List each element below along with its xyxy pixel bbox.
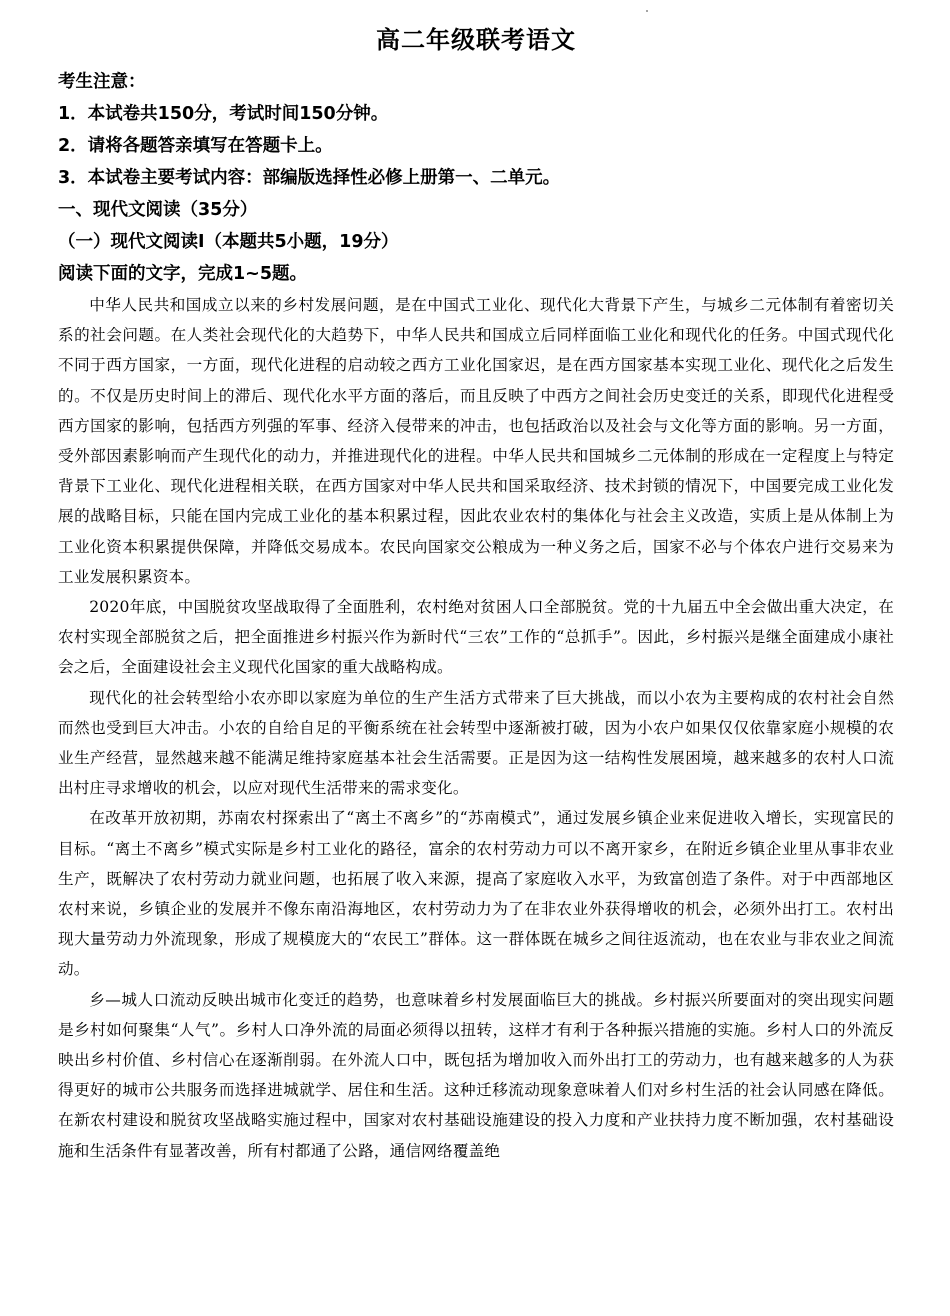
section-instruction: 阅读下面的文字，完成1~5题。: [58, 264, 308, 284]
passage-paragraph-2: 2020年底，中国脱贫攻坚战取得了全面胜利，农村绝对贫困人口全部脱贫。党的十九届五中全会做出重大决定，在农村实现全部脱贫之后，把全面推进乡村振兴作为新时代“三农”工作的“总抓手”。因此，乡村振兴是继全面建成小康社会之后，全面建设社会主义现代化国家的重大战略构成。: [58, 598, 894, 677]
passage-paragraph-5: 乡—城人口流动反映出城市化变迁的趋势，也意味着乡村发展面临巨大的挑战。乡村振兴所要面对的突出现实问题是乡村如何聚集“人气”。乡村人口净外流的局面必须得以扭转，这样才有利于各种振兴措施的实施。乡村人口的外流反映出乡村价值、乡村信心在逐渐削弱。在外流人口中，既包括为增加收入而外出打工的劳动力，也有越来越多的人为获得更好的城市公共服务而选择进城就学、居住和生活。这种迁移流动现象意味着人们对乡村生活的社会认同感在降低。在新农村建设和脱贫攻坚战略实施过程中，国家对农村基础设施建设的投入力度和产业扶持力度不断加强，农村基础设施和生活条件有显著改善，所有村都通了公路，通信网络覆盖绝: [58, 990, 894, 1160]
notice-item-3: 3．本试卷主要考试内容：部编版选择性必修上册第一、二单元。: [58, 168, 561, 188]
notice-item-2: 2．请将各题答亲填写在答题卡上。: [58, 136, 333, 156]
scan-speck: [646, 10, 648, 12]
page-title: 高二年级联考语文: [376, 25, 576, 54]
passage-paragraph-4: 在改革开放初期，苏南农村探索出了“离土不离乡”的“苏南模式”，通过发展乡镇企业来促进收入增长，实现富民的目标。“离土不离乡”模式实际是乡村工业化的路径，富余的农村劳动力可以不离开家乡，在附近乡镇企业里从事非农业生产，既解决了农村劳动力就业问题，也拓展了收入来源，提高了家庭收入水平，为致富创造了条件。对于中西部地区农村来说，乡镇企业的发展并不像东南沿海地区，农村劳动力为了在非农业外获得增收的机会，必须外出打工。农村出现大量劳动力外流现象，形成了规模庞大的“农民工”群体。这一群体既在城乡之间往返流动，也在农业与非农业之间流动。: [58, 809, 894, 979]
exam-page: [58, 22, 894, 1166]
section-subtitle: （一）现代文阅读I（本题共5小题，19分）: [58, 232, 399, 252]
passage-paragraph-3: 现代化的社会转型给小农亦即以家庭为单位的生产生活方式带来了巨大挑战，而以小农为主要构成的农村社会自然而然也受到巨大冲击。小农的自给自足的平衡系统在社会转型中逐渐被打破，因为小农户如果仅仅依靠家庭小规模的农业生产经营，显然越来越不能满足维持家庭基本社会生活需要。正是因为这一结构性发展困境，越来越多的农村人口流出村庄寻求增收的机会，以应对现代生活带来的需求变化。: [58, 688, 894, 798]
notice-heading: 考生注意：: [58, 72, 146, 92]
notice-item-1: 1．本试卷共150分，考试时间150分钟。: [58, 104, 389, 124]
passage-paragraph-1: 中华人民共和国成立以来的乡村发展问题，是在中国式工业化、现代化大背景下产生，与城乡二元体制有着密切关系的社会问题。在人类社会现代化的大趋势下，中华人民共和国成立后同样面临工业化和现代化的任务。中国式现代化不同于西方国家，一方面，现代化进程的启动较之西方工业化国家迟，是在西方国家基本实现工业化、现代化之后发生的。不仅是历史时间上的滞后、现代化水平方面的落后，而且反映了中西方之间社会历史变迁的关系，即现代化进程受西方国家的影响，包括西方列强的军事、经济入侵带来的冲击，也包括政治以及社会与文化等方面的影响。另一方面，受外部因素影响而产生现代化的动力，并推进现代化的进程。中华人民共和国城乡二元体制的形成在一定程度上与特定背景下工业化、现代化进程相关联，在西方国家对中华人民共和国采取经济、技术封锁的情况下，中国要完成工业化发展的战略目标，只能在国内完成工业化的基本积累过程，因此农业农村的集体化与社会主义改造，实质上是从体制上为工业化资本积累提供保障，并降低交易成本。农民向国家交公粮成为一种义务之后，国家不必与个体农户进行交易来为工业发展积累资本。: [58, 296, 894, 586]
section-title: 一、现代文阅读（35分）: [58, 200, 258, 220]
